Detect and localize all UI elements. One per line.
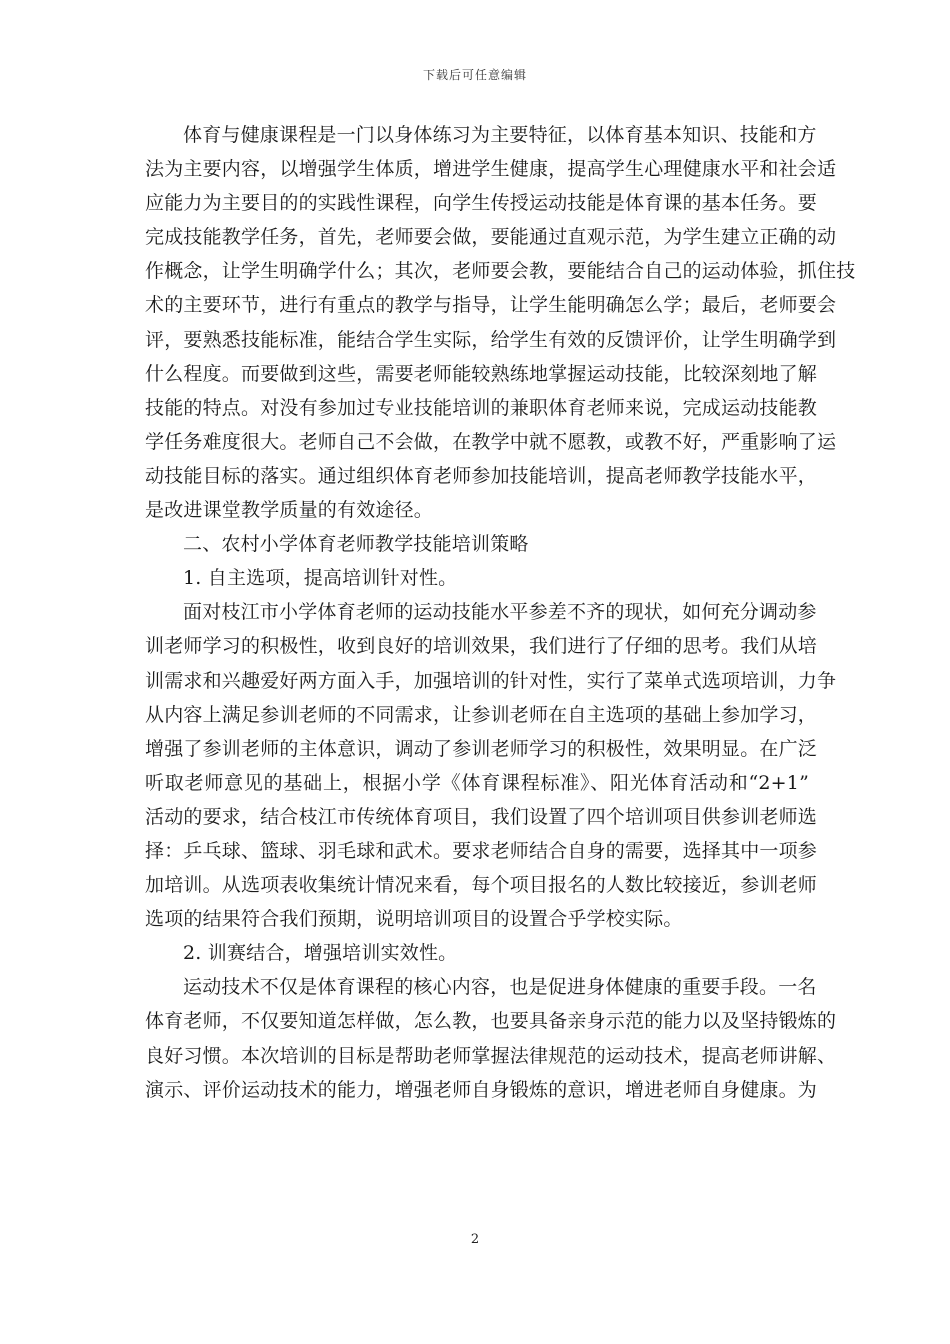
page-header: 下载后可任意编辑 [422,68,527,82]
text-line: 什么程度。而要做到这些，需要老师能较熟练地掌握运动技能，比较深刻地了解 [145,362,818,385]
text-line: 体育老师，不仅要知道怎样做，怎么教，也要具备亲身示范的能力以及坚持锻炼的 [145,1010,837,1033]
text-line: 选项的结果符合我们预期，说明培训项目的设置合乎学校实际。 [145,908,683,931]
text-line: 是改进课堂教学质量的有效途径。 [145,499,434,522]
text-line: 技能的特点。对没有参加过专业技能培训的兼职体育老师来说，完成运动技能教 [145,396,818,419]
text-line: 2. 训赛结合，增强培训实效性。 [183,942,458,965]
text-line: 评，要熟悉技能标准，能结合学生实际，给学生有效的反馈评价，让学生明确学到 [145,328,837,351]
text-line: 法为主要内容，以增强学生体质，增进学生健康，提高学生心理健康水平和社会适 [145,158,837,181]
text-line: 体育与健康课程是一门以身体练习为主要特征，以体育基本知识、技能和方 [183,124,817,146]
text-line: 动技能目标的落实。通过组织体育老师参加技能培训，提高老师教学技能水平， [145,464,818,487]
text-line: 听取老师意见的基础上，根据小学《体育课程标准》、阳光体育活动和“2+1” [145,771,809,794]
text-line: 1. 自主选项，提高培训针对性。 [183,567,458,590]
text-line: 训老师学习的积极性，收到良好的培训效果，我们进行了仔细的思考。我们从培 [145,635,818,658]
document-body [145,118,856,1107]
text-line: 增强了参训老师的主体意识，调动了参训老师学习的积极性，效果明显。在广泛 [145,737,818,760]
text-line: 从内容上满足参训老师的不同需求，让参训老师在自主选项的基础上参加学习， [145,703,818,726]
text-line: 运动技术不仅是体育课程的核心内容，也是促进身体健康的重要手段。一名 [183,976,817,999]
text-line: 良好习惯。本次培训的目标是帮助老师掌握法律规范的运动技术，提高老师讲解、 [145,1044,837,1067]
text-line: 面对枝江市小学体育老师的运动技能水平参差不齐的现状，如何充分调动参 [183,601,817,624]
text-line: 作概念，让学生明确学什么；其次，老师要会教，要能结合自己的运动体验，抓住技 [145,260,856,283]
text-line: 学任务难度很大。老师自己不会做，在教学中就不愿教，或教不好，严重影响了运 [145,430,837,453]
text-line: 应能力为主要目的的实践性课程，向学生传授运动技能是体育课的基本任务。要 [145,192,818,215]
text-line: 活动的要求，结合枝江市传统体育项目，我们设置了四个培训项目供参训老师选 [145,805,818,828]
text-line: 择：乒乓球、篮球、羽毛球和武术。要求老师结合自身的需要，选择其中一项参 [145,839,818,862]
page-number: 2 [470,1232,480,1247]
text-line: 演示、评价运动技术的能力，增强老师自身锻炼的意识，增进老师自身健康。为 [145,1078,818,1101]
text-line: 二、农村小学体育老师教学技能培训策略 [183,533,529,556]
text-line: 加培训。从选项表收集统计情况来看，每个项目报名的人数比较接近，参训老师 [145,874,818,897]
text-line: 训需求和兴趣爱好两方面入手，加强培训的针对性，实行了菜单式选项培训，力争 [145,669,837,692]
text-line: 完成技能教学任务，首先，老师要会做，要能通过直观示范，为学生建立正确的动 [145,226,837,249]
text-line: 术的主要环节，进行有重点的教学与指导，让学生能明确怎么学；最后，老师要会 [145,294,837,317]
